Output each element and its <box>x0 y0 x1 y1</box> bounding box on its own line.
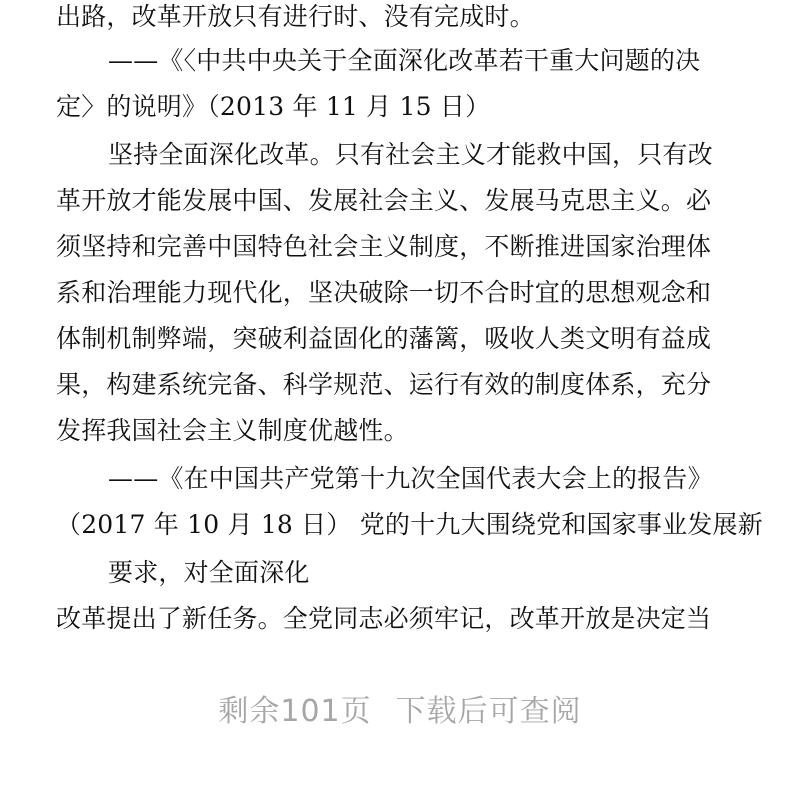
text-line-9: 果，构建系统完备、科学规范、运行有效的制度体系，充分 <box>56 370 712 399</box>
text-line-12: （2017 年 10 月 18 日） 党的十九大围绕党和国家事业发展新 <box>56 510 763 539</box>
download-prompt[interactable] <box>0 692 800 732</box>
text-line-4: 坚持全面深化改革。只有社会主义才能救中国，只有改 <box>108 140 713 169</box>
text-line-6: 须坚持和完善中国特色社会主义制度，不断推进国家治理体 <box>56 232 712 261</box>
text-line-7: 系和治理能力现代化，坚决破除一切不合时宜的思想观念和 <box>56 278 712 307</box>
text-line-1: 出路，改革开放只有进行时、没有完成时。 <box>56 2 535 31</box>
text-line-3: 定〉的说明》（2013 年 11 月 15 日） <box>56 92 491 121</box>
text-line-8: 体制机制弊端，突破利益固化的藩篱，吸收人类文明有益成 <box>56 324 712 353</box>
text-line-11: ——《在中国共产党第十九次全国代表大会上的报告》 <box>108 464 713 493</box>
text-line-5: 革开放才能发展中国、发展社会主义、发展马克思主义。必 <box>56 186 712 215</box>
text-line-2: ——《〈中共中央关于全面深化改革若干重大问题的决 <box>108 46 701 75</box>
download-to-view-text: 下载后可查阅 <box>395 694 582 729</box>
remaining-pages-text: 剩余101页 <box>218 694 372 729</box>
text-line-10: 发挥我国社会主义制度优越性。 <box>56 416 409 445</box>
text-line-13: 要求，对全面深化 <box>108 558 310 587</box>
text-line-14: 改革提出了新任务。全党同志必须牢记，改革开放是决定当 <box>56 604 712 633</box>
